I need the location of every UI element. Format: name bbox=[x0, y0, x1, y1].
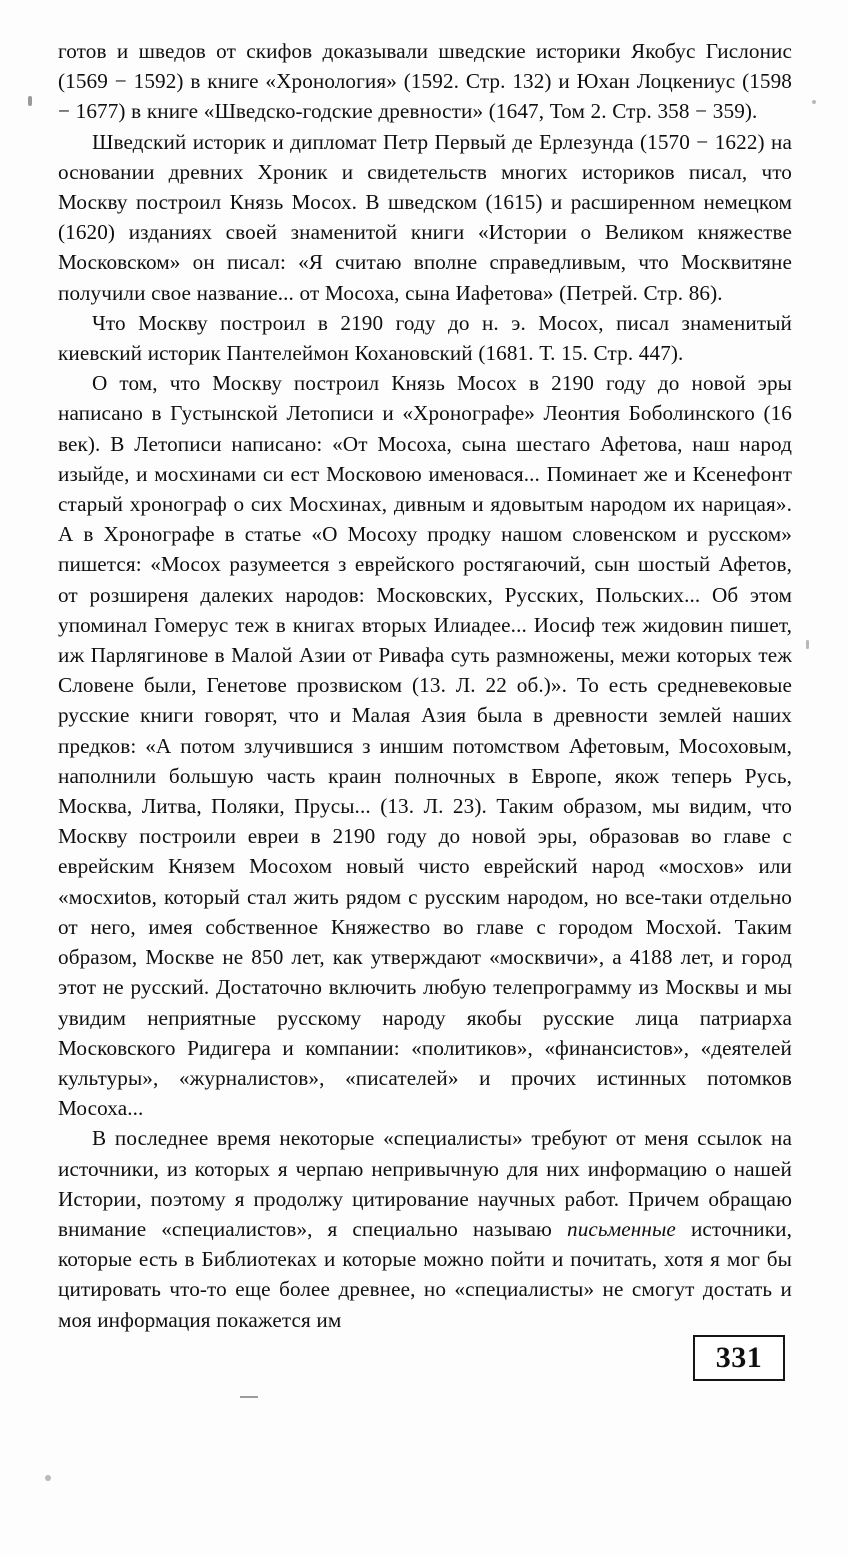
page-number-box bbox=[693, 1335, 785, 1381]
paragraph-text-lead: В последнее время некоторые «специалисты» требуют от меня ссылок на источники, из которых я черпаю непривычную для них информацию о нашей Истории, поэтому я продолжу цитирование научных работ. Причем обращаю внимание «специалистов», я специально называю bbox=[58, 1126, 792, 1241]
paragraph-emphasis: письменные bbox=[567, 1216, 676, 1241]
page-number: 331 bbox=[715, 1341, 763, 1374]
paragraph: О том, что Москву построил Князь Мосох в 2190 году до новой эры написано в Густынской Летописи и «Хронографе» Леонтия Боболинского (16 век). В Летописи написано: «От Мосоха, сына шестаго Афетова, наш народ изыйде, и мосхинами си ест Московою именовася... Поминает же и Ксенефонт старый хронограф о сих Мосхинах, дивным и ядовытым народом их нарицая». А в Хронографе в статье «О Мосоху продку нашом словенском и русском» пишется: «Мосох разумеется з еврейского ростягаючий, сын шостый Афетов, от розширеня далеких народов: Московских, Русских, Польских... Об этом упоминал Гомерус теж в книгах вторых Илиадее... Иосиф теж жидовин пишет, иж Парлягинове в Малой Азии от Ривафа суть размножены, межи которых теж Словене были, Генетове прозвиском (13. Л. 22 об.)». То есть средневековые русские книги говорят, что и Малая Азия была в древности землей наших предков: «А потом злучившися з иншим потомством Афетовым, Мосоховым, наполнили большую часть краин полночных в Европе, якож теперь Русь, Москва, Литва, Поляки, Прусы... (13. Л. 23). Таким образом, мы видим, что Москву построили евреи в 2190 году до новой эры, образовав во главе с еврейским Князем Мосохом новый чисто еврейский народ «мосхов» или «мосхиtов, который стал жить рядом с русским народом, но все-таки отдельно от него, имея собственное Княжество во главе с городом Мосхой. Таким образом, Москве не 850 лет, как утверждают «москвичи», а 4188 лет, и город этот не русский. Достаточно включить любую телепрограмму из Москвы и мы увидим неприятные русскому народу якобы русские лица патриарха Московского Ридигера и компании: «политиков», «финансистов», «деятелей культуры», «журналистов», «писателей» и прочих истинных потомков Мосоха... bbox=[58, 371, 792, 1121]
paragraph-with-emphasis bbox=[58, 1123, 792, 1334]
paragraph: Шведский историк и дипломат Петр Первый де Ерлезунда (1570 − 1622) на основании древних Хроник и свидетельств многих историков писал, что Москву построил Князь Мосох. В шведском (1615) и расширенном немецком (1620) изданиях своей знаменитой книги «Истории о Великом княжестве Московском» он писал: «Я считаю вполне справедливым, что Москвитяне получили свое название... от Мосоха, сына Иафетова» (Петрей. Стр. 86). bbox=[58, 129, 792, 305]
scan-artifact-speck bbox=[28, 96, 32, 106]
scan-artifact-speck bbox=[806, 640, 809, 649]
paragraph-text-tail: источники, которые есть в Библиотеках и которые можно пойти и почитать, хотя я мог бы цитировать что-то еще более древнее, но «специалисты» не смогут достать и моя информация покажется им bbox=[58, 1216, 792, 1332]
scan-artifact-speck bbox=[45, 1475, 51, 1481]
paragraph: Что Москву построил в 2190 году до н. э. Мосох, писал знаменитый киевский историк Пантелеймон Кохановский (1681. Т. 15. Стр. 447). bbox=[58, 310, 792, 366]
paragraph: готов и шведов от скифов доказывали шведские историки Якобус Гислонис (1569 − 1592) в книге «Хронология» (1592. Стр. 132) и Юхан Лоцкениус (1598 − 1677) в книге «Шведско-годские древности» (1647, Том 2. Стр. 358 − 359). bbox=[58, 39, 792, 124]
scan-artifact-dash bbox=[240, 1396, 258, 1398]
text-column bbox=[58, 36, 792, 1335]
scan-artifact-speck bbox=[812, 100, 816, 104]
